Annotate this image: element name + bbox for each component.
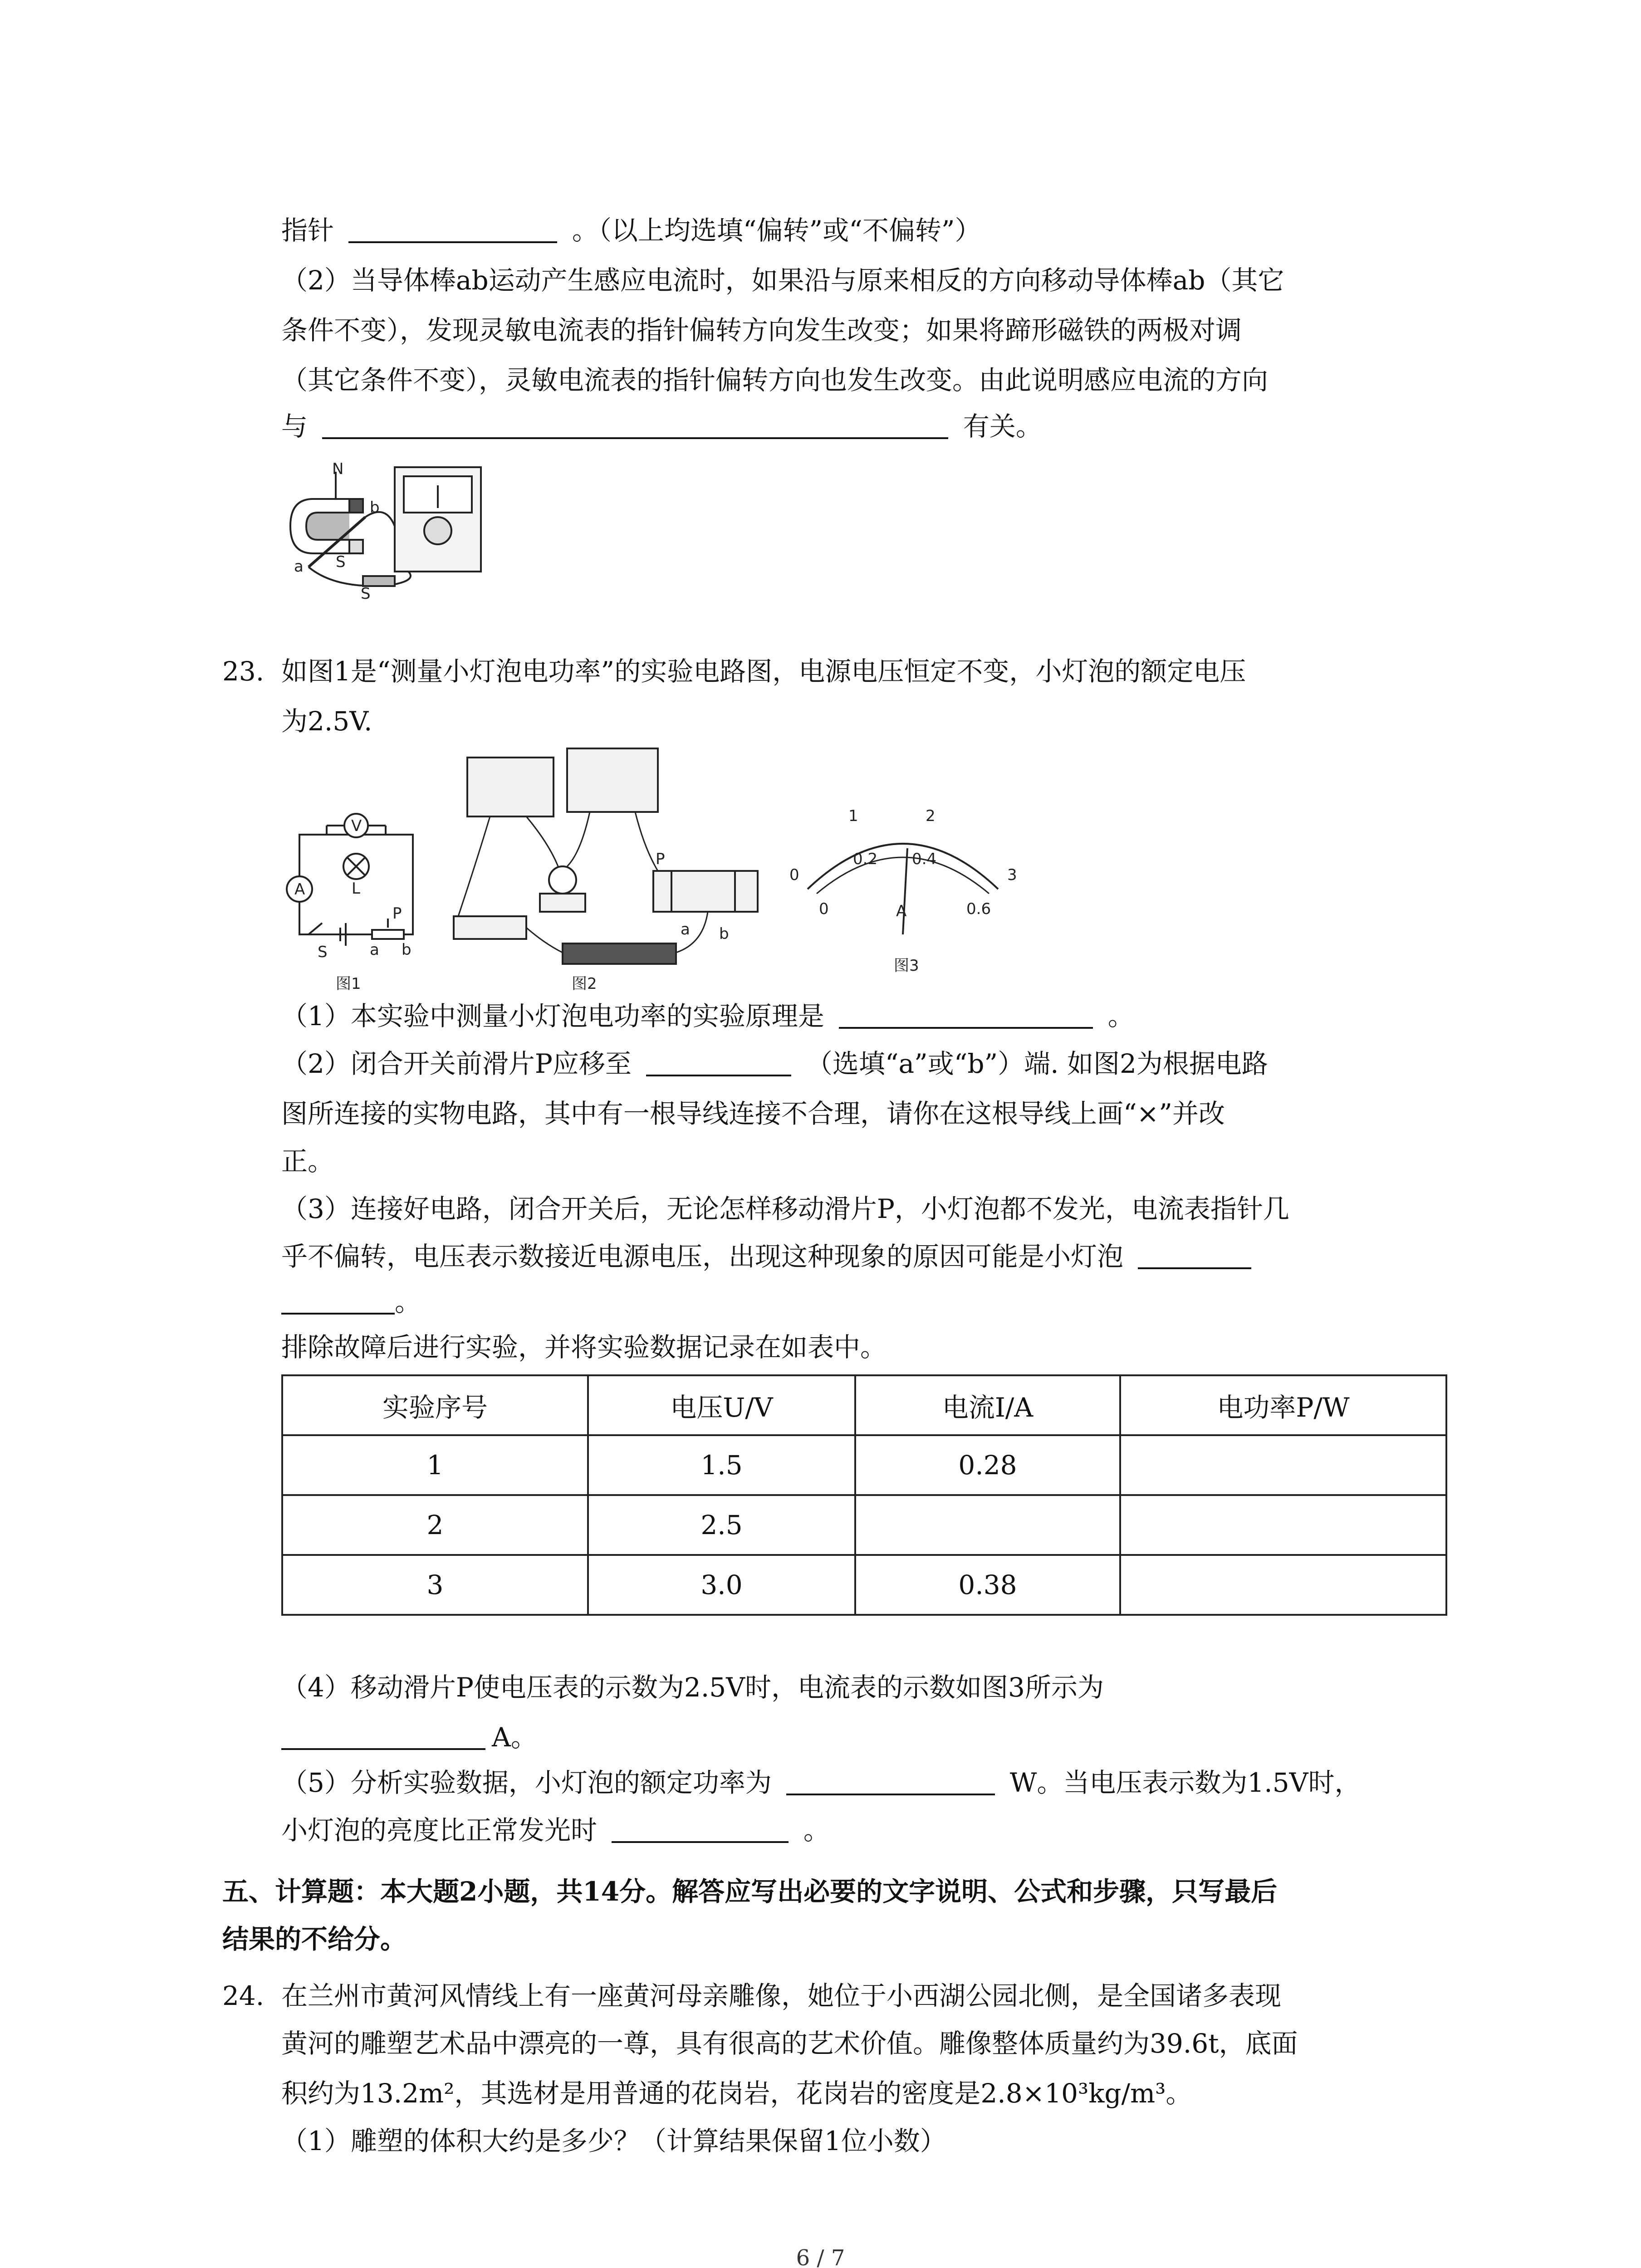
page-number: 6 / 7 [796, 2245, 845, 2268]
terminal-a-label-fig2: a [681, 920, 690, 938]
table-cell[interactable] [855, 1495, 1120, 1555]
table-header-cell: 电功率P/W [1120, 1375, 1446, 1435]
table-cell: 2.5 [588, 1495, 855, 1555]
terminal-a-label: a [370, 941, 379, 959]
q22-part2-line2: 条件不变），发现灵敏电流表的指针偏转方向发生改变；如果将蹄形磁铁的两极对调 [281, 315, 1242, 346]
section-5-heading-line2: 结果的不给分。 [222, 1924, 407, 1955]
slider-p-label: P [656, 850, 665, 868]
q22-part2-line3: （其它条件不变），灵敏电流表的指针偏转方向也发生改变。由此说明感应电流的方向 [281, 365, 1269, 396]
table-row [282, 1495, 1446, 1555]
answer-blank[interactable] [839, 1000, 1093, 1029]
figure-2-caption: 图2 [572, 975, 597, 993]
slider-label: P [392, 904, 402, 923]
table-cell: 1.5 [588, 1435, 855, 1495]
q23-part2-line1: （2）闭合开关前滑片P应移至 （选填“a”或“b”）端. 如图2为根据电路 [281, 1048, 1268, 1079]
figure-3-ammeter-dial [808, 844, 998, 934]
dial-bottom-02: 0.2 [853, 850, 878, 868]
q24-line1: 24. 在兰州市黄河风情线上有一座黄河母亲雕像，她位于小西湖公园北侧，是全国诸多表现 [222, 1978, 1281, 2014]
dial-top-2: 2 [926, 807, 936, 825]
q23-part3-line1: （3）连接好电路，闭合开关后，无论怎样移动滑片P，小灯泡都不发光，电流表指针几 [281, 1193, 1289, 1224]
table-header-cell: 电压U/V [588, 1375, 855, 1435]
ammeter-label: A [294, 880, 305, 899]
terminal-b-label: b [402, 941, 411, 959]
dial-bottom-06: 0.6 [966, 900, 991, 918]
answer-blank-continued[interactable] [281, 1286, 395, 1315]
q23-stem-line1: 23. 如图1是“测量小灯泡电功率”的实验电路图，电源电压恒定不变，小灯泡的额定电压 [222, 653, 1246, 689]
q23-part4-line1: （4）移动滑片P使电压表的示数为2.5V时，电流表的示数如图3所示为 [281, 1672, 1104, 1703]
table-cell[interactable] [1120, 1495, 1446, 1555]
section-5-heading-line1: 五、计算题：本大题2小题，共14分。解答应写出必要的文字说明、公式和步骤，只写最后 [222, 1876, 1278, 1907]
table-cell: 2 [282, 1495, 588, 1555]
dial-unit: A [896, 902, 907, 920]
table-header-row [282, 1375, 1446, 1435]
label-s-switch: S [361, 585, 371, 603]
table-cell[interactable] [1120, 1435, 1446, 1495]
q23-part3-line3: 。 [281, 1284, 421, 1320]
figure-2-physical-circuit [454, 748, 758, 964]
table-cell: 1 [282, 1435, 588, 1495]
dial-bottom-04: 0.4 [912, 850, 937, 868]
dial-top-1: 1 [848, 807, 858, 825]
q23-part1: （1）本实验中测量小灯泡电功率的实验原理是 。 [281, 1001, 1134, 1031]
figure-1-circuit [287, 814, 413, 946]
answer-blank[interactable] [322, 410, 948, 439]
answer-blank[interactable] [786, 1766, 995, 1795]
answer-blank[interactable] [1138, 1240, 1251, 1269]
q23-part4-line2: A。 [281, 1719, 537, 1755]
label-s-magnet: S [336, 553, 346, 571]
q22-part2-line1: （2）当导体棒ab运动产生感应电流时，如果沿与原来相反的方向移动导体棒ab（其它 [281, 265, 1284, 296]
question-number: 24. [222, 1980, 265, 2011]
dial-top-0: 0 [789, 866, 799, 884]
q23-part5-line1: （5）分析实验数据，小灯泡的额定功率为 W。当电压表示数为1.5V时， [281, 1767, 1361, 1798]
table-row [282, 1435, 1446, 1495]
answer-blank[interactable] [348, 214, 557, 243]
q22-part2-line4: 与 有关。 [281, 411, 1042, 442]
label-b: b [370, 499, 380, 517]
table-header-cell: 实验序号 [282, 1375, 588, 1435]
dial-top-3: 3 [1007, 866, 1017, 884]
switch-label: S [318, 943, 328, 961]
q23-part2-line2: 图所连接的实物电路，其中有一根导线连接不合理，请你在这根导线上画“×”并改 [281, 1098, 1225, 1129]
question-number: 23. [222, 656, 265, 687]
q24-line2: 黄河的雕塑艺术品中漂亮的一尊，具有很高的艺术价值。雕像整体质量约为39.6t，底面 [281, 2028, 1298, 2059]
answer-blank[interactable] [281, 1721, 485, 1750]
terminal-b-label-fig2: b [719, 925, 729, 943]
q23-part3-line2: 乎不偏转，电压表示数接近电源电压，出现这种现象的原因可能是小灯泡 [281, 1238, 1251, 1275]
experiment-data-table [281, 1374, 1447, 1616]
answer-blank[interactable] [646, 1047, 791, 1076]
table-row [282, 1555, 1446, 1615]
q22-continuation-line: 指针 。（以上均选填“偏转”或“不偏转”） [281, 215, 981, 246]
q22-apparatus-figure [281, 454, 490, 603]
label-a: a [294, 557, 304, 576]
q23-part5-line2: 小灯泡的亮度比正常发光时 。 [281, 1815, 830, 1846]
label-n: N [332, 460, 344, 478]
table-cell: 0.38 [855, 1555, 1120, 1615]
q23-stem-line2: 为2.5V. [281, 706, 372, 737]
table-header-cell: 电流I/A [855, 1375, 1120, 1435]
figure-1-caption: 图1 [336, 975, 361, 993]
dial-bottom-0: 0 [819, 900, 829, 918]
q23-part2-line3: 正。 [281, 1146, 334, 1177]
table-cell: 3 [282, 1555, 588, 1615]
q23-table-intro: 排除故障后进行实验，并将实验数据记录在如表中。 [281, 1332, 887, 1363]
voltmeter-label: V [351, 817, 362, 835]
table-cell: 3.0 [588, 1555, 855, 1615]
answer-blank[interactable] [612, 1814, 789, 1843]
table-cell: 0.28 [855, 1435, 1120, 1495]
q24-line3: 积约为13.2m²，其选材是用普通的花岗岩，花岗岩的密度是2.8×10³kg/m³。 [281, 2078, 1192, 2109]
q24-part1: （1）雕塑的体积大约是多少？（计算结果保留1位小数） [281, 2126, 946, 2156]
q23-figures [272, 744, 1043, 998]
table-cell[interactable] [1120, 1555, 1446, 1615]
lamp-label: L [352, 880, 360, 898]
figure-3-caption: 图3 [894, 957, 919, 975]
